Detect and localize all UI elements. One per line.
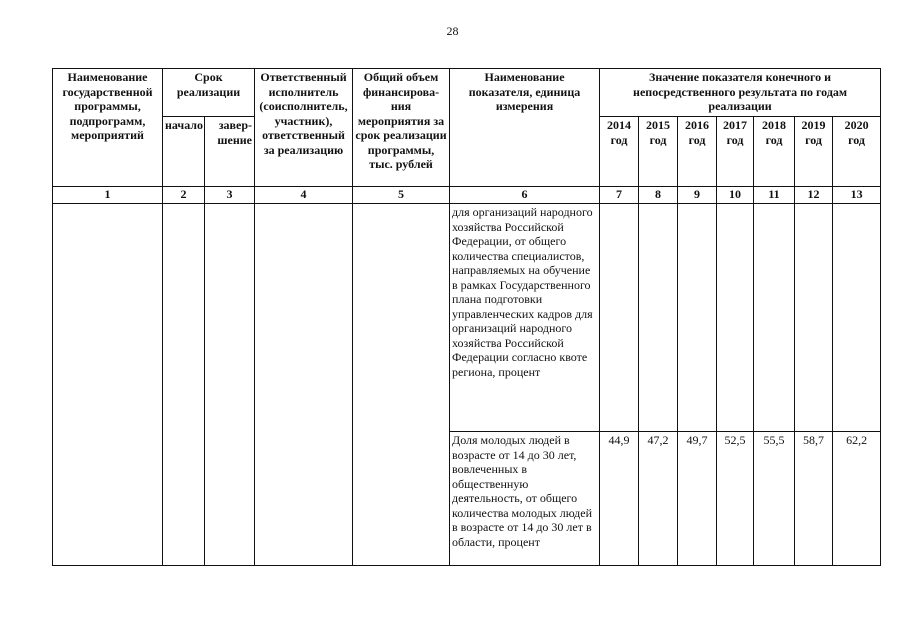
header-year-2019: 2019 год bbox=[795, 117, 833, 187]
header-year-2014: 2014 год bbox=[600, 117, 639, 187]
column-number: 8 bbox=[639, 187, 678, 204]
value-cell bbox=[795, 204, 833, 432]
column-number: 10 bbox=[717, 187, 754, 204]
header-end: завер-шение bbox=[205, 117, 255, 187]
column-number-row bbox=[53, 187, 881, 204]
column-number: 6 bbox=[450, 187, 600, 204]
indicators-table bbox=[52, 68, 881, 566]
responsible-cell bbox=[255, 204, 353, 566]
column-number: 3 bbox=[205, 187, 255, 204]
column-number: 1 bbox=[53, 187, 163, 204]
value-cell: 47,2 bbox=[639, 432, 678, 566]
value-cell: 44,9 bbox=[600, 432, 639, 566]
column-number: 12 bbox=[795, 187, 833, 204]
column-number: 5 bbox=[353, 187, 450, 204]
header-program-name: Наименование государственной программы, подпрограмм, мероприятий bbox=[53, 69, 163, 187]
column-number: 13 bbox=[833, 187, 881, 204]
value-cell bbox=[717, 204, 754, 432]
value-cell bbox=[754, 204, 795, 432]
program-name-cell bbox=[53, 204, 163, 566]
value-cell bbox=[678, 204, 717, 432]
header-term: Срок реализации bbox=[163, 69, 255, 117]
end-cell bbox=[205, 204, 255, 566]
column-number: 9 bbox=[678, 187, 717, 204]
indicator-cell: для организаций народного хозяйства Российской Федерации, от общего количества специалистов, направляемых на обучение в рамках Государственного плана подготовки управленческих кадров для организаций народного хозяйства Российской Федерации согласно квоте региона, процент bbox=[450, 204, 600, 432]
value-cell: 52,5 bbox=[717, 432, 754, 566]
value-cell bbox=[833, 204, 881, 432]
funding-cell bbox=[353, 204, 450, 566]
value-cell: 55,5 bbox=[754, 432, 795, 566]
header-year-2015: 2015 год bbox=[639, 117, 678, 187]
value-cell bbox=[600, 204, 639, 432]
header-responsible: Ответственный исполнитель (соисполнитель, участник), ответственный за реализацию bbox=[255, 69, 353, 187]
value-cell bbox=[639, 204, 678, 432]
value-cell: 49,7 bbox=[678, 432, 717, 566]
header-year-2020: 2020 год bbox=[833, 117, 881, 187]
value-cell: 62,2 bbox=[833, 432, 881, 566]
header-year-2018: 2018 год bbox=[754, 117, 795, 187]
column-number: 11 bbox=[754, 187, 795, 204]
header-funding: Общий объем финансирова-ния мероприятия за срок реализации программы, тыс. рублей bbox=[353, 69, 450, 187]
header-year-2016: 2016 год bbox=[678, 117, 717, 187]
indicator-cell: Доля молодых людей в возрасте от 14 до 30 лет, вовлеченных в общественную деятельность, от общего количества молодых людей в возрасте от 14 до 30 лет в области, процент bbox=[450, 432, 600, 566]
table-row bbox=[53, 204, 881, 432]
column-number: 7 bbox=[600, 187, 639, 204]
column-number: 4 bbox=[255, 187, 353, 204]
header-values: Значение показателя конечного и непосредственного результата по годам реализации bbox=[600, 69, 881, 117]
header-indicator: Наименование показателя, единица измерения bbox=[450, 69, 600, 187]
header-start: начало bbox=[163, 117, 205, 187]
value-cell: 58,7 bbox=[795, 432, 833, 566]
start-cell bbox=[163, 204, 205, 566]
header-year-2017: 2017 год bbox=[717, 117, 754, 187]
page-number: 28 bbox=[446, 24, 459, 38]
column-number: 2 bbox=[163, 187, 205, 204]
